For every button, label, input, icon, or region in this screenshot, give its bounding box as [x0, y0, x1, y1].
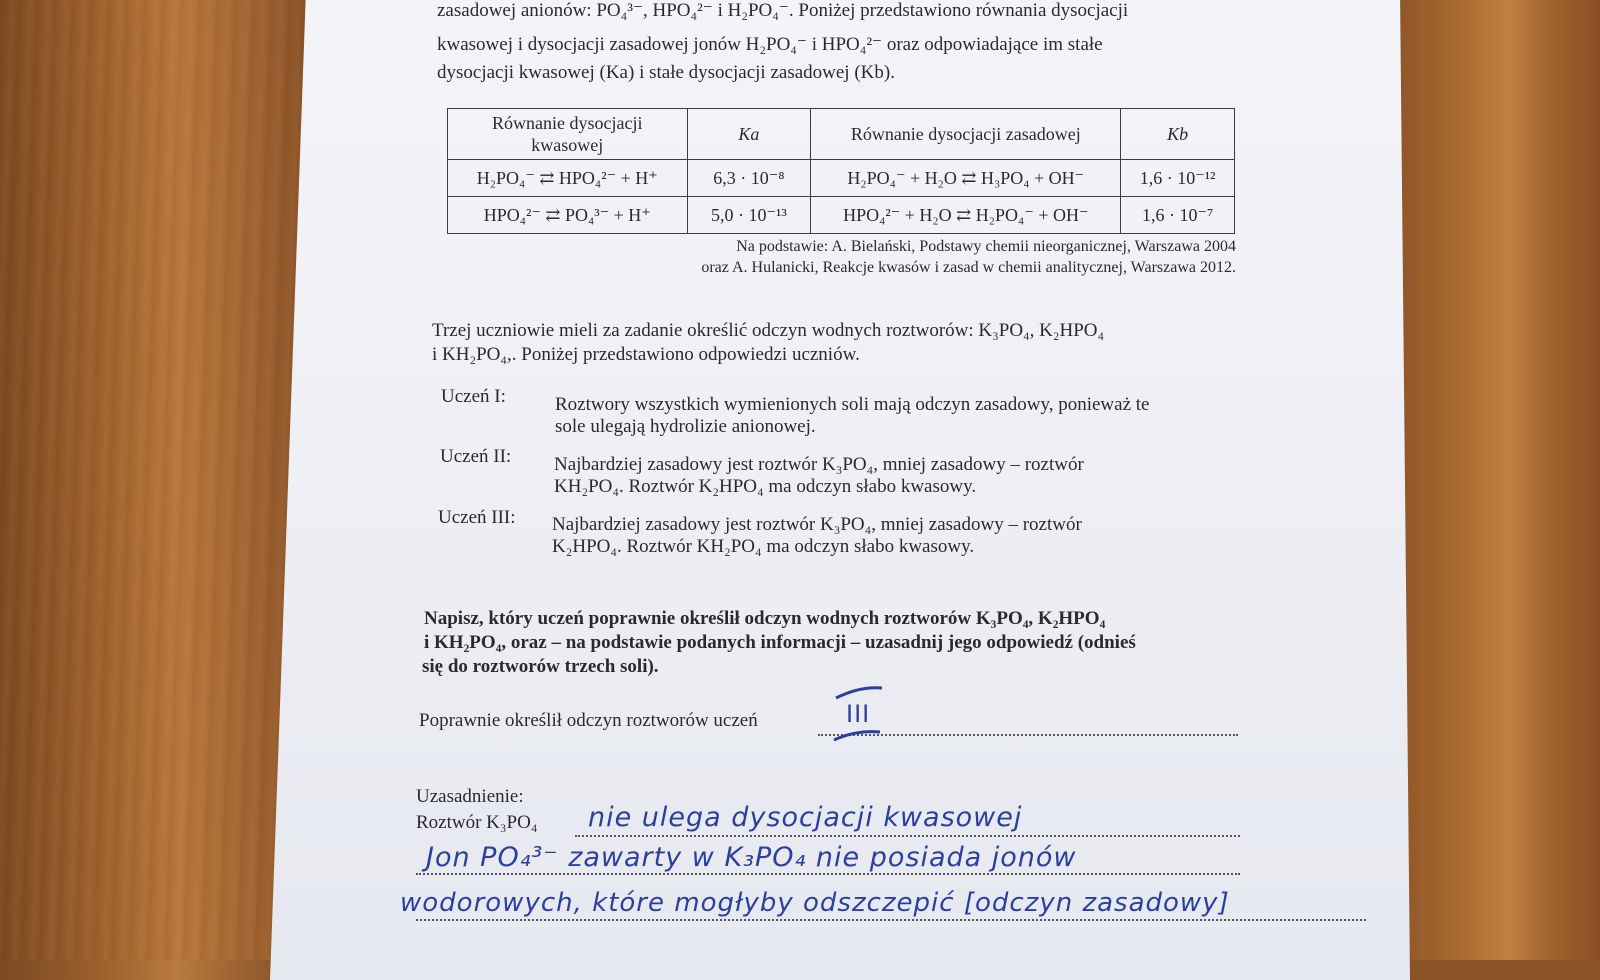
- handwritten-strokes: [830, 680, 890, 750]
- header-kb: Kb: [1121, 109, 1235, 160]
- question-line-2: i KH₂PO₄, oraz – na podstawie podanych informacji – uzasadnij jego odpowiedź (odnieś: [424, 632, 1136, 653]
- table-cell: H₂PO₄⁻ + H₂O ⇄ H₃PO₄ + OH⁻: [811, 160, 1121, 197]
- question-line-3: się do roztworów trzech soli).: [422, 656, 659, 677]
- table-cell: HPO₄²⁻ ⇄ PO₄³⁻ + H⁺: [448, 197, 688, 234]
- student-2-label: Uczeń II:: [440, 446, 512, 467]
- table-cell: H₂PO₄⁻ ⇄ HPO₄²⁻ + H⁺: [448, 160, 688, 197]
- source-citation-2: oraz A. Hulanicki, Reakcje kwasów i zasad w chemii analitycznej, Warszawa 2012.: [701, 259, 1236, 276]
- dissociation-table: [447, 108, 1235, 234]
- question-line-1: Napisz, który uczeń poprawnie określił odczyn wodnych roztworów K₃PO₄, K₂HPO₄: [424, 608, 1106, 629]
- header-ka: Ka: [687, 109, 811, 160]
- intro-line-1: zasadowej anionów: PO₄³⁻, HPO₄²⁻ i H₂PO₄⁻. Poniżej przedstawiono równania dysocjacji: [437, 0, 1129, 21]
- task-line-2: i KH₂PO₄,. Poniżej przedstawiono odpowiedzi uczniów.: [432, 344, 860, 365]
- student-3-label: Uczeń III:: [438, 507, 516, 528]
- task-line-1: Trzej uczniowie mieli za zadanie określić odczyn wodnych roztworów: K₃PO₄, K₂HPO₄: [432, 320, 1105, 341]
- student-3-text-1: Najbardziej zasadowy jest roztwór K₃PO₄, mniej zasadowy – roztwór: [552, 514, 1082, 535]
- wooden-desk-right: [1395, 0, 1600, 960]
- table-cell: 6,3 · 10⁻⁸: [687, 160, 811, 197]
- intro-line-3: dysocjacji kwasowej (Ka) i stałe dysocjacji zasadowej (Kb).: [437, 62, 895, 83]
- justification-prefix: Roztwór K₃PO₄: [416, 812, 538, 833]
- handwritten-justification-3: wodorowych, które mogłyby odszczepić [odczyn zasadowy]: [400, 888, 1230, 918]
- justification-heading: Uzasadnienie:: [416, 786, 524, 807]
- table-cell: HPO₄²⁻ + H₂O ⇄ H₂PO₄⁻ + OH⁻: [811, 197, 1121, 234]
- table-row: [448, 160, 1235, 197]
- table-row: [448, 197, 1235, 234]
- handwritten-justification-2: Jon PO₄³⁻ zawarty w K₃PO₄ nie posiada jonów: [426, 842, 1077, 873]
- source-citation-1: Na podstawie: A. Bielański, Podstawy chemii nieorganicznej, Warszawa 2004: [736, 238, 1236, 255]
- header-acid-equation: Równanie dysocjacji kwasowej: [448, 109, 688, 160]
- student-1-text-1: Roztwory wszystkich wymienionych soli mają odczyn zasadowy, ponieważ te: [555, 394, 1150, 415]
- justification-line-3: [416, 918, 1366, 921]
- answer-prompt: Poprawnie określił odczyn roztworów uczeń: [419, 710, 758, 731]
- handwritten-justification-1: nie ulega dysocjacji kwasowej: [588, 802, 1023, 833]
- table-cell: 1,6 · 10⁻⁷: [1121, 197, 1235, 234]
- wooden-desk-left: [0, 0, 300, 960]
- student-3-text-2: K₂HPO₄. Roztwór KH₂PO₄ ma odczyn słabo kwasowy.: [552, 536, 975, 557]
- justification-line-1: [575, 834, 1240, 837]
- intro-line-2: kwasowej i dysocjacji zasadowej jonów H₂PO₄⁻ i HPO₄²⁻ oraz odpowiadające im stałe: [437, 34, 1103, 55]
- table-cell: 1,6 · 10⁻¹²: [1121, 160, 1235, 197]
- student-1-text-2: sole ulegają hydrolizie anionowej.: [555, 416, 816, 437]
- table-cell: 5,0 · 10⁻¹³: [687, 197, 811, 234]
- student-2-text-2: KH₂PO₄. Roztwór K₂HPO₄ ma odczyn słabo kwasowy.: [554, 476, 977, 497]
- student-1-label: Uczeń I:: [441, 386, 506, 407]
- header-base-equation: Równanie dysocjacji zasadowej: [811, 109, 1121, 160]
- student-2-text-1: Najbardziej zasadowy jest roztwór K₃PO₄, mniej zasadowy – roztwór: [554, 454, 1084, 475]
- handwritten-answer: III: [846, 700, 871, 728]
- table-header-row: [448, 109, 1235, 160]
